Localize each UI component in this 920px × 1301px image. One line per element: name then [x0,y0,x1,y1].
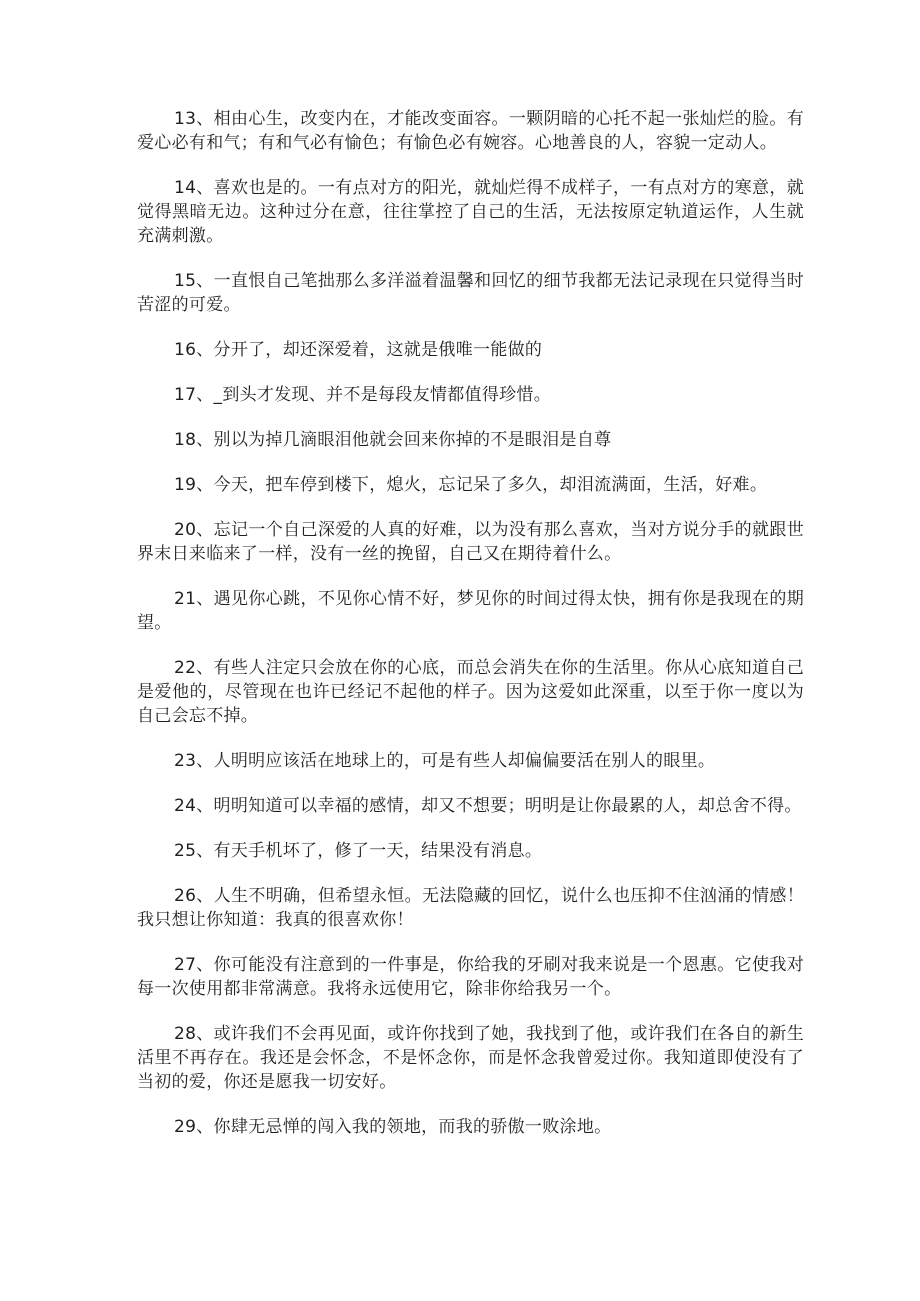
paragraph-13: 13、相由心生，改变内在，才能改变面容。一颗阴暗的心托不起一张灿烂的脸。有爱心必有和气；有和气必有愉色；有愉色必有婉容。心地善良的人，容貌一定动人。 [137,109,804,153]
paragraph-29: 29、你肆无忌惮的闯入我的领地，而我的骄傲一败涂地。 [174,1117,612,1137]
paragraph-19: 19、今天，把车停到楼下，熄火，忘记呆了多久，却泪流满面，生活，好难。 [174,475,768,495]
paragraph-22: 22、有些人注定只会放在你的心底，而总会消失在你的生活里。你从心底知道自己是爱他的，尽管现在也许已经记不起他的样子。因为这爱如此深重，以至于你一度以为自己会忘不掉。 [137,658,804,726]
paragraph-28: 28、或许我们不会再见面，或许你找到了她，我找到了他，或许我们在各自的新生活里不再存在。我还是会怀念，不是怀念你，而是怀念我曾爱过你。我知道即使没有了当初的爱，你还是愿我一切安好。 [137,1024,804,1092]
paragraph-23: 23、人明明应该活在地球上的，可是有些人却偏偏要活在别人的眼里。 [174,751,716,771]
paragraph-21: 21、遇见你心跳，不见你心情不好，梦见你的时间过得太快，拥有你是我现在的期望。 [137,589,804,633]
paragraph-24: 24、明明知道可以幸福的感情，却又不想要；明明是让你最累的人，却总舍不得。 [174,796,802,816]
paragraph-17: 17、_到头才发现、并不是每段友情都值得珍惜。 [174,385,552,405]
paragraph-26: 26、人生不明确，但希望永恒。无法隐藏的回忆，说什么也压抑不住汹涌的情感！我只想让你知道：我真的很喜欢你！ [137,886,804,930]
paragraph-16: 16、分开了，却还深爱着，这就是俄唯一能做的 [174,340,543,360]
paragraph-15: 15、一直恨自己笔拙那么多洋溢着温馨和回忆的细节我都无法记录现在只觉得当时苦涩的可爱。 [137,271,804,315]
paragraph-25: 25、有天手机坏了，修了一天，结果没有消息。 [174,841,543,861]
paragraph-18: 18、别以为掉几滴眼泪他就会回来你掉的不是眼泪是自尊 [174,430,612,450]
paragraph-20: 20、忘记一个自己深爱的人真的好难，以为没有那么喜欢，当对方说分手的就跟世界末日来临来了一样，没有一丝的挽留，自己又在期待着什么。 [137,520,804,564]
paragraph-14: 14、喜欢也是的。一有点对方的阳光，就灿烂得不成样子，一有点对方的寒意，就觉得黑暗无边。这种过分在意，往往掌控了自己的生活，无法按原定轨道运作，人生就充满刺激。 [137,178,804,246]
paragraph-27: 27、你可能没有注意到的一件事是，你给我的牙刷对我来说是一个恩惠。它使我对每一次使用都非常满意。我将永远使用它，除非你给我另一个。 [137,955,804,999]
